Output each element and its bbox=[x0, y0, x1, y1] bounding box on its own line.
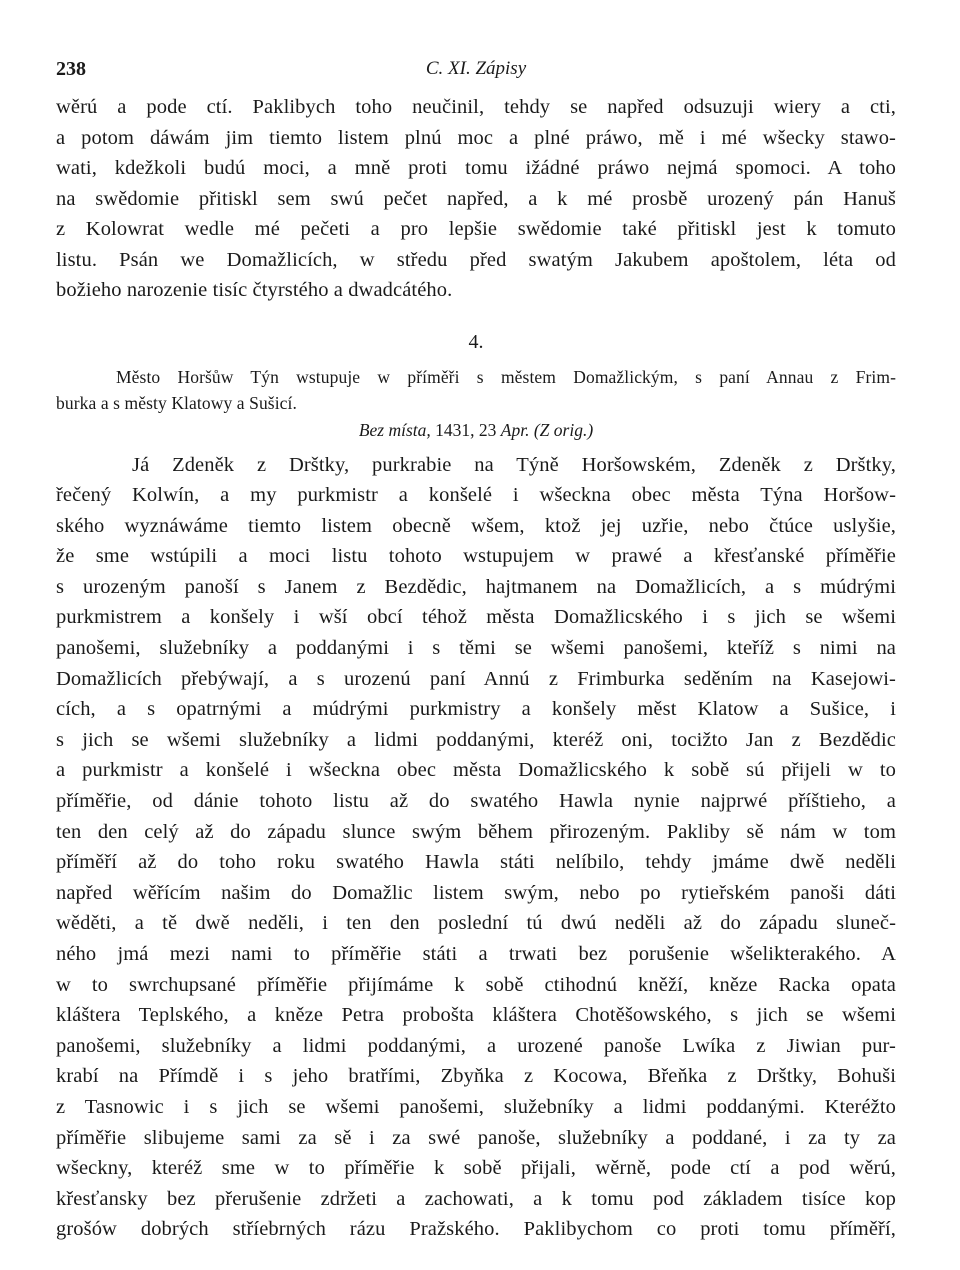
text-line: příměří až do toho roku swatého Hawla státi nelíbilo, tehdy jmáme dwě neděli bbox=[56, 851, 896, 874]
document-number: 4. bbox=[468, 330, 484, 353]
text-line: wěrú a pode ctí. Paklibych toho neučinil, tehdy se napřed odsuzuji wiery a cti, bbox=[56, 96, 896, 118]
text-line: napřed wěřícím našim do Domažlic listem swým, nebo po rytieřském panoši dáti bbox=[56, 881, 896, 904]
document-summary bbox=[56, 364, 896, 416]
text-line: s jich se wšemi služebníky a lidmi poddanými, kteréž oni, tocižto Jan z Bezdědic bbox=[56, 728, 896, 751]
text-line: grošów dobrých stříebrných rázu Pražského. Paklibychom co proti tomu příměří, bbox=[56, 1218, 896, 1241]
date-value: 1431, 23 bbox=[435, 419, 497, 440]
text-line: krabí na Přímdě i s jeho bratřími, Zbyňka z Kocowa, Břeňka z Drštky, Bohuši bbox=[56, 1065, 896, 1088]
text-line: Město Horšůw Týn wstupuje w příměři s městem Domažlickým, s paní Annau z Frim- bbox=[116, 366, 896, 387]
text-line: wěděti, a tě dwě neděli, i ten den poslední tú dwú neděli až do západu sluneč- bbox=[56, 912, 896, 935]
text-line: příměřie slibujeme sami za sě i za swé panoše, služebníky a poddané, i za ty za bbox=[56, 1126, 896, 1149]
text-line: z Tasnowic i s jich se wšemi panošemi, služebníky a lidmi poddanými. Kteréžto bbox=[56, 1095, 896, 1118]
text-line: cích, a s opatrnými a múdrými purkmistry a konšely měst Klatow a Sušice, i bbox=[56, 698, 896, 721]
document-date bbox=[56, 416, 896, 444]
text-line: a potom dáwám jim tiemto listem plnú moc a plné práwo, mě i mé wšecky stawo- bbox=[56, 126, 896, 149]
text-line: z Kolowrat wedle mé pečeti a pro lepšie swědomie také přitiskl jest k tomuto bbox=[56, 218, 896, 240]
text-line: na swědomie přitiskl sem swú pečet napřed, a k mé prosbě urozený pán Hanuš bbox=[56, 187, 896, 210]
running-head: C. XI. Zápisy bbox=[425, 58, 527, 79]
text-line: ného jmá mezi nami to příměřie státi a trwati bez porušenie wšelikterakého. A bbox=[56, 943, 896, 965]
text-line: listu. Psán we Domažlicích, w středu před swatým Jakubem apoštolem, léta od bbox=[56, 248, 896, 271]
text-line: purkmistrem a konšely i wší obcí téhož města Domažlicského i s jich se wšemi bbox=[56, 606, 896, 629]
text-line: wati, kdežkoli budú moci, a mně proti tomu ižádné práwo nejmá spomoci. A toho bbox=[56, 157, 896, 179]
text-line: že sme wstúpili a moci listu tohoto wstupujem w prawé a křesťanské příměřie bbox=[56, 545, 896, 568]
date-place: Bez místa, bbox=[358, 419, 431, 440]
text-line: ten den celý až do západu slunce swým během přirozeným. Pakliby sě nám w tom bbox=[56, 820, 896, 843]
text-line: božieho narozenie tisíc čtyrstého a dwadcátého. bbox=[56, 279, 453, 301]
date-source: (Z orig.) bbox=[533, 419, 594, 440]
book-page bbox=[56, 52, 896, 1245]
date-month: Apr. bbox=[500, 419, 530, 440]
text-line: příměřie, od dánie tohoto listu až do swatého Hawla nynie najprwé příštieho, a bbox=[56, 790, 896, 813]
page-header bbox=[56, 52, 896, 92]
text-line: křesťansky bez přerušenie zdržeti a zachowati, a k tomu pod základem tisíce kop bbox=[56, 1187, 896, 1210]
text-line: panošemi, služebníky a lidmi poddanými, a urozené panoše Lwíka z Jiwian pur- bbox=[56, 1034, 896, 1057]
text-line: Já Zdeněk z Drštky, purkrabie na Týně Horšowském, Zdeněk z Drštky, bbox=[132, 453, 896, 476]
document-body bbox=[56, 450, 896, 1245]
text-line: ského wyznáwáme tiemto listem obecně wšem, ktož jej uzřie, nebo čtúce uslyšie, bbox=[56, 514, 896, 537]
text-line: kláštera Teplského, a kněze Petra probošta kláštera Chotěšowského, s jich se wšemi bbox=[56, 1004, 896, 1027]
text-line: řečený Kolwín, a my purkmistr a konšelé i wšeckna obec města Týna Horšow- bbox=[56, 484, 896, 507]
text-line: burka a s městy Klatowy a Sušicí. bbox=[56, 392, 297, 413]
text-line: panošemi, služebníky a poddanými i s těmi se wšemi panošemi, kteříž s nimi na bbox=[56, 637, 896, 660]
text-line: Domažlicích přebýwají, a s urozenú paní Annú z Frimburka seděním na Kasejowi- bbox=[56, 667, 896, 690]
text-line: s urozeným panoší s Janem z Bezdědic, hajtmanem na Domažlicích, a s múdrými bbox=[56, 575, 896, 598]
text-line: wšeckny, kteréž sme w to příměřie k sobě přijali, wěrně, pode ctí a pod wěrú, bbox=[56, 1157, 896, 1180]
previous-document-ending bbox=[56, 92, 896, 306]
text-line: w to swrchupsané příměřie přijímáme k sobě ctihodnú kněží, kněze Racka opata bbox=[56, 973, 896, 996]
page-number: 238 bbox=[56, 58, 86, 80]
text-line: a purkmistr a konšelé i wšeckna obec města Domažlicského k sobě sú přijeli w to bbox=[56, 759, 896, 782]
